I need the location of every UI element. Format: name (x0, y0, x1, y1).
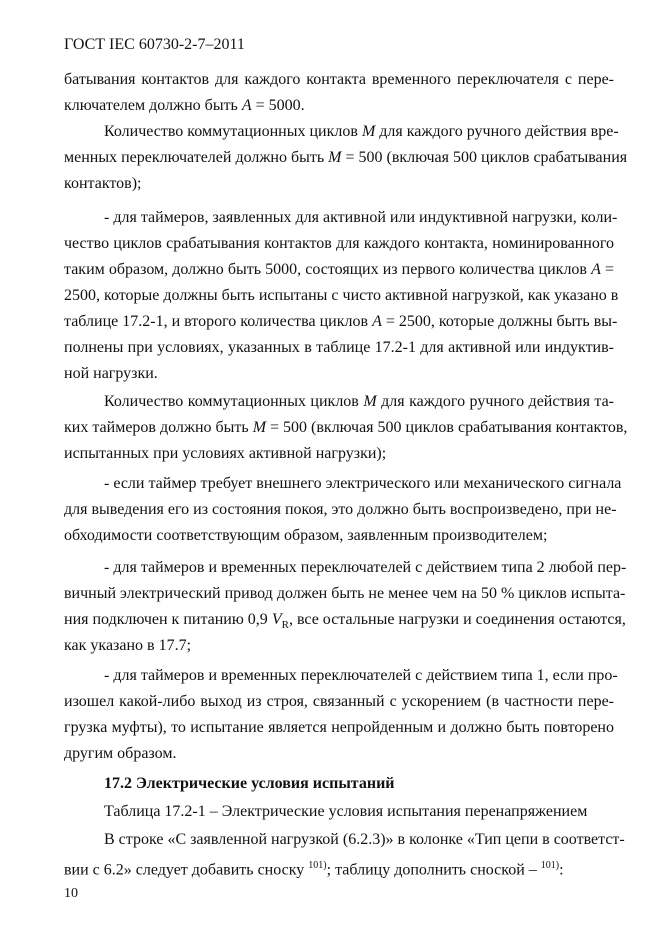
text-line: грузка муфты), то испытание является непройденным и должно быть повторено (64, 719, 614, 736)
text-line: другим образом. (64, 745, 177, 762)
text-line: испытанных при условиях активной нагрузки); (64, 445, 387, 462)
page-number: 10 (64, 886, 78, 901)
text-line: - для таймеров и временных переключателей с действием типа 2 любой пер- (104, 559, 627, 576)
text-line: вии с 6.2» следует добавить сноску $^{101)}$; таблицу дополнить сноской – $^{101)}$: (64, 860, 564, 879)
table-caption: Таблица 17.2-1 – Электрические условия испытания перенапряжением (104, 803, 588, 820)
text-line: полнены при условиях, указанных в таблице 17.2-1 для активной или индуктив- (64, 339, 614, 356)
text-line: ключателем должно быть A = 5000. (64, 97, 305, 114)
text-line: 2500, которые должны быть испытаны с чисто активной нагрузкой, как указано в (64, 287, 619, 304)
text-line: В строке «С заявленной нагрузкой (6.2.3)» в колонке «Тип цепи в соответст- (104, 831, 625, 848)
text-line: - если таймер требует внешнего электрического или механического сигнала (104, 475, 622, 492)
text-line: - для таймеров, заявленных для активной или индуктивной нагрузки, коли- (104, 209, 618, 226)
text-line: изошел какой-либо выход из строя, связанный с ускорением (в частности пере- (64, 693, 614, 710)
text-line: чество циклов срабатывания контактов для каждого контакта, номинированного (64, 235, 614, 252)
text-line: таким образом, должно быть 5000, состоящих из первого количества циклов A = (64, 261, 615, 278)
text-line: вичный электрический привод должен быть не менее чем на 50 % циклов испыта- (64, 585, 626, 602)
footnote-ref: 101) (308, 860, 327, 871)
footnote-ref: 101) (540, 860, 560, 871)
section-heading: 17.2 Электрические условия испытаний (104, 775, 395, 792)
text-line: контактов); (64, 175, 142, 192)
text-line: таблице 17.2-1, и второго количества циклов A = 2500, которые должны быть вы- (64, 313, 618, 330)
text-line: менных переключателей должно быть M = 500 (включая 500 циклов срабатывания (64, 149, 628, 166)
document-header: ГОСТ IEC 60730-2-7–2011 (64, 36, 245, 53)
text-line: как указано в 17.7; (64, 637, 192, 654)
text-line: ной нагрузки. (64, 365, 158, 382)
text-line: батывания контактов для каждого контакта временного переключателя с пере- (64, 71, 614, 88)
text-line: - для таймеров и временных переключателей с действием типа 1, если про- (104, 667, 618, 684)
text-line: для выведения его из состояния покоя, это должно быть воспроизведено, при не- (64, 501, 617, 518)
text-line: ких таймеров должно быть M = 500 (включая 500 циклов срабатывания контактов, (64, 419, 628, 436)
text-line: Количество коммутационных циклов M для каждого ручного действия вре- (104, 123, 619, 140)
text-line: Количество коммутационных циклов M для каждого ручного действия та- (104, 393, 615, 410)
text-line: ния подключен к питанию 0,9 $V_R$, все остальные нагрузки и соединения остаются, (64, 611, 626, 632)
text-line: обходимости соответствующим образом, заявленным производителем; (64, 527, 548, 544)
